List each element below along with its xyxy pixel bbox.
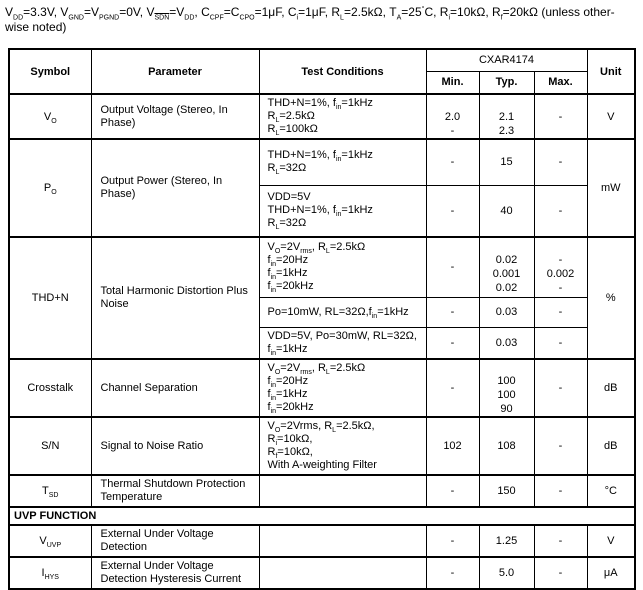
- sn-unit: dB: [587, 417, 635, 475]
- row-thermal-shutdown: [9, 475, 635, 507]
- po-max-2: -: [534, 185, 587, 237]
- ihys-symbol: $I_{HYS}$: [9, 557, 91, 589]
- thdn-min-3: -: [426, 327, 479, 359]
- ihys-typ: 5.0: [479, 557, 534, 589]
- header-test-conditions: Test Conditions: [259, 49, 426, 94]
- thdn-symbol: THD+N: [9, 237, 91, 359]
- crosstalk-min: -: [426, 359, 479, 417]
- thdn-max-3: -: [534, 327, 587, 359]
- sn-symbol: S/N: [9, 417, 91, 475]
- thdn-typ-2: 0.03: [479, 297, 534, 327]
- row-uvp-section: [9, 507, 635, 525]
- row-thdn-1: [9, 237, 635, 297]
- ihys-min: -: [426, 557, 479, 589]
- vuvp-typ: 1.25: [479, 525, 534, 557]
- tsd-typ: 150: [479, 475, 534, 507]
- ihys-max: -: [534, 557, 587, 589]
- spec-table: [8, 48, 636, 590]
- vo-conditions: THD+N=1%, $f_{in}=1kHz$ $R_L=2.5k\Omega$ $R_L=100k\Omega$: [259, 94, 426, 139]
- header-symbol: Symbol: [9, 49, 91, 94]
- header-max: Max.: [534, 71, 587, 94]
- crosstalk-conditions: $V_O=2V_{rms}$, $R_L=2.5k\Omega$ $f_{in}=20Hz$ $f_{in}=1kHz$ $f_{in}=20kHz$: [259, 359, 426, 417]
- row-signal-to-noise: [9, 417, 635, 475]
- row-crosstalk: [9, 359, 635, 417]
- header-row-1: [9, 49, 635, 71]
- vuvp-parameter: External Under Voltage Detection: [91, 525, 259, 557]
- po-typ-2: 40: [479, 185, 534, 237]
- sn-conditions: $V_O=2Vrms$, $R_L=2.5k\Omega$, $R_i=10k\Omega$, $R_f=10k\Omega$, With A-weighting Filter: [259, 417, 426, 475]
- header-unit: Unit: [587, 49, 635, 94]
- po-min-1: -: [426, 139, 479, 185]
- header-parameter: Parameter: [91, 49, 259, 94]
- vuvp-conditions: [259, 525, 426, 557]
- crosstalk-max: -: [534, 359, 587, 417]
- row-output-power-1: [9, 139, 635, 185]
- crosstalk-symbol: Crosstalk: [9, 359, 91, 417]
- thdn-unit: %: [587, 237, 635, 359]
- vo-max: -: [534, 94, 587, 139]
- thdn-conditions-1: $V_O=2V_{rms}$, $R_L=2.5k\Omega$ $f_{in}=20Hz$ $f_{in}=1kHz$ $f_{in}=20kHz$: [259, 237, 426, 297]
- tsd-min: -: [426, 475, 479, 507]
- ihys-conditions: [259, 557, 426, 589]
- po-unit: mW: [587, 139, 635, 237]
- sn-max: -: [534, 417, 587, 475]
- row-vuvp: [9, 525, 635, 557]
- po-conditions-2: VDD=5V THD+N=1%, $f_{in}=1kHz$ $R_L=32\Omega$: [259, 185, 426, 237]
- crosstalk-parameter: Channel Separation: [91, 359, 259, 417]
- header-typ: Typ.: [479, 71, 534, 94]
- vo-unit: V: [587, 94, 635, 139]
- po-typ-1: 15: [479, 139, 534, 185]
- sn-min: 102: [426, 417, 479, 475]
- vo-parameter: Output Voltage (Stereo, In Phase): [91, 94, 259, 139]
- header-device-name: CXAR4174: [426, 49, 587, 71]
- vuvp-min: -: [426, 525, 479, 557]
- row-output-voltage: [9, 94, 635, 139]
- vo-min: 2.0 -: [426, 94, 479, 139]
- vuvp-symbol: $V_{UVP}$: [9, 525, 91, 557]
- thdn-min-1: -: [426, 237, 479, 297]
- po-symbol: $P_O$: [9, 139, 91, 237]
- thdn-parameter: Total Harmonic Distortion Plus Noise: [91, 237, 259, 359]
- sn-parameter: Signal to Noise Ratio: [91, 417, 259, 475]
- thdn-typ-1: 0.02 0.001 0.02: [479, 237, 534, 297]
- thdn-conditions-3: VDD=5V, Po=30mW, RL=32Ω, $f_{in}=1kHz$: [259, 327, 426, 359]
- conditions-note: $V_{DD}=3.3V$, $V_{GND}=V_{PGND}=0V$, $V_{\overline{SDN}}=V_{DD}$, $C_{CPF}=C_{CPO}=1\mu F$, $C_i=1\mu F$, $R_L=2.5k\Omega$, $T_A=25^\circ C$, $R_i=10k\Omega$, $R_f=20k\Omega$ (unless other- wise noted): [5, 5, 615, 34]
- uvp-section-header: UVP FUNCTION: [9, 507, 635, 525]
- vuvp-unit: V: [587, 525, 635, 557]
- po-max-1: -: [534, 139, 587, 185]
- po-min-2: -: [426, 185, 479, 237]
- ihys-parameter: External Under Voltage Detection Hysteresis Current: [91, 557, 259, 589]
- thdn-conditions-2: Po=10mW, $RL=32\Omega,f_{in}=1kHz$: [259, 297, 426, 327]
- thdn-max-2: -: [534, 297, 587, 327]
- tsd-unit: °C: [587, 475, 635, 507]
- crosstalk-typ: 100 100 90: [479, 359, 534, 417]
- crosstalk-unit: dB: [587, 359, 635, 417]
- ihys-unit: μA: [587, 557, 635, 589]
- sn-typ: 108: [479, 417, 534, 475]
- tsd-conditions: [259, 475, 426, 507]
- thdn-max-1: - 0.002 -: [534, 237, 587, 297]
- tsd-parameter: Thermal Shutdown Protection Temperature: [91, 475, 259, 507]
- row-ihys: [9, 557, 635, 589]
- tsd-max: -: [534, 475, 587, 507]
- header-min: Min.: [426, 71, 479, 94]
- thdn-typ-3: 0.03: [479, 327, 534, 359]
- tsd-symbol: $T_{SD}$: [9, 475, 91, 507]
- vo-symbol: $V_O$: [9, 94, 91, 139]
- vo-typ: 2.1 2.3: [479, 94, 534, 139]
- vuvp-max: -: [534, 525, 587, 557]
- po-conditions-1: THD+N=1%, $f_{in}=1kHz$ $R_L=32\Omega$: [259, 139, 426, 185]
- thdn-min-2: -: [426, 297, 479, 327]
- po-parameter: Output Power (Stereo, In Phase): [91, 139, 259, 237]
